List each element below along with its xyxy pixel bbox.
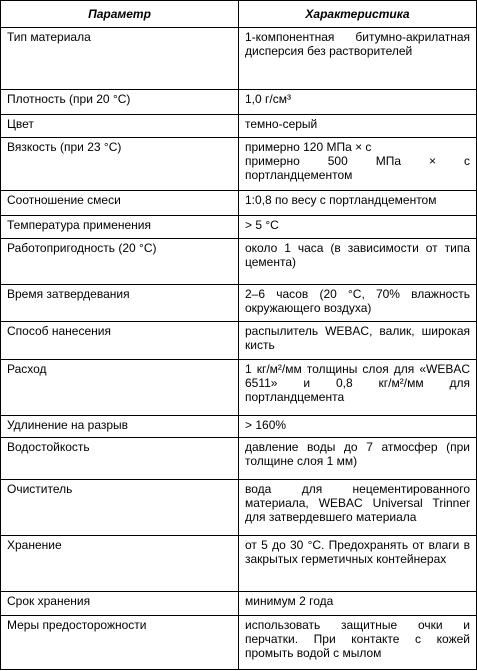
parameter-cell: Вязкость (при 23 °С)	[1, 137, 239, 190]
value-line: примерно 120 МПа × с	[245, 139, 372, 154]
table-row	[1, 615, 477, 669]
value-cell	[239, 215, 477, 239]
parameter-cell: Соотношение смеси	[1, 191, 239, 216]
table-row	[1, 285, 477, 322]
table-header-row	[1, 1, 477, 28]
value-line: > 160%	[245, 417, 287, 432]
value-line: темно-серый	[245, 117, 318, 132]
value-line: > 5 °С	[245, 217, 279, 232]
value-line: давление воды до 7 атмосфер (при толщине слоя 1 мм)	[245, 440, 470, 469]
parameter-cell: Способ нанесения	[1, 322, 239, 360]
table-row	[1, 137, 477, 190]
value-cell	[239, 591, 477, 615]
value-cell	[239, 415, 477, 438]
value-cell	[239, 89, 477, 115]
parameter-cell: Меры предосторожности	[1, 615, 239, 669]
parameter-cell: Время затвердевания	[1, 285, 239, 322]
table-row	[1, 89, 477, 115]
value-line: около 1 часа (в зависимости от типа цемента)	[245, 241, 470, 270]
parameter-cell: Цвет	[1, 115, 239, 138]
parameter-cell: Тип материала	[1, 28, 239, 90]
value-cell	[239, 239, 477, 285]
value-cell	[239, 535, 477, 591]
value-cell	[239, 137, 477, 190]
value-line: вода для нецементированного материала, WEBAC Universal Trinner для затвердевшего материала	[245, 482, 470, 525]
parameter-cell: Температура применения	[1, 215, 239, 239]
table-row	[1, 322, 477, 360]
table-row	[1, 28, 477, 90]
value-cell	[239, 322, 477, 360]
value-line: использовать защитные очки и перчатки. При контакте с кожей промыть водой с мылом	[245, 617, 470, 660]
value-cell	[239, 191, 477, 216]
value-line: примерно 500 МПа × с портландцементом	[245, 153, 470, 182]
table-row	[1, 591, 477, 615]
table-row	[1, 415, 477, 438]
table-row	[1, 535, 477, 591]
value-cell	[239, 480, 477, 535]
value-cell	[239, 285, 477, 322]
parameter-cell: Плотность (при 20 °С)	[1, 89, 239, 115]
table-row	[1, 115, 477, 138]
parameter-cell: Удлинение на разрыв	[1, 415, 239, 438]
value-line: 1,0 г/см³	[245, 91, 291, 106]
value-line: 1:0,8 по весу с портландцементом	[245, 193, 437, 208]
table-row	[1, 239, 477, 285]
value-line: минимум 2 года	[245, 593, 334, 608]
table-row	[1, 215, 477, 239]
parameter-cell: Водостойкость	[1, 438, 239, 480]
value-line: 1 кг/м²/мм толщины слоя для «WEBAC 6511» и 0,8 кг/м²/мм для портландцемента	[245, 362, 470, 405]
value-cell	[239, 615, 477, 669]
value-line: распылитель WEBAC, валик, широкая кисть	[245, 324, 470, 353]
parameter-cell: Расход	[1, 360, 239, 415]
value-line: 2–6 часов (20 °С, 70% влажность окружающего воздуха)	[245, 287, 470, 316]
table-row	[1, 438, 477, 480]
parameter-cell: Хранение	[1, 535, 239, 591]
parameter-cell: Работопригодность (20 °С)	[1, 239, 239, 285]
value-cell	[239, 115, 477, 138]
table-row	[1, 480, 477, 535]
parameter-cell: Очиститель	[1, 480, 239, 535]
value-cell	[239, 360, 477, 415]
table-row	[1, 360, 477, 415]
value-cell	[239, 438, 477, 480]
parameter-cell: Срок хранения	[1, 591, 239, 615]
header-characteristic: Характеристика	[239, 1, 477, 28]
header-parameter: Параметр	[1, 1, 239, 28]
value-line: от 5 до 30 °С. Предохранять от влаги в закрытых герметичных контейнерах	[245, 537, 470, 566]
value-cell	[239, 28, 477, 90]
table-row	[1, 191, 477, 216]
value-line: 1-компонентная битумно-акрилатная дисперсия без растворителей	[245, 30, 470, 58]
